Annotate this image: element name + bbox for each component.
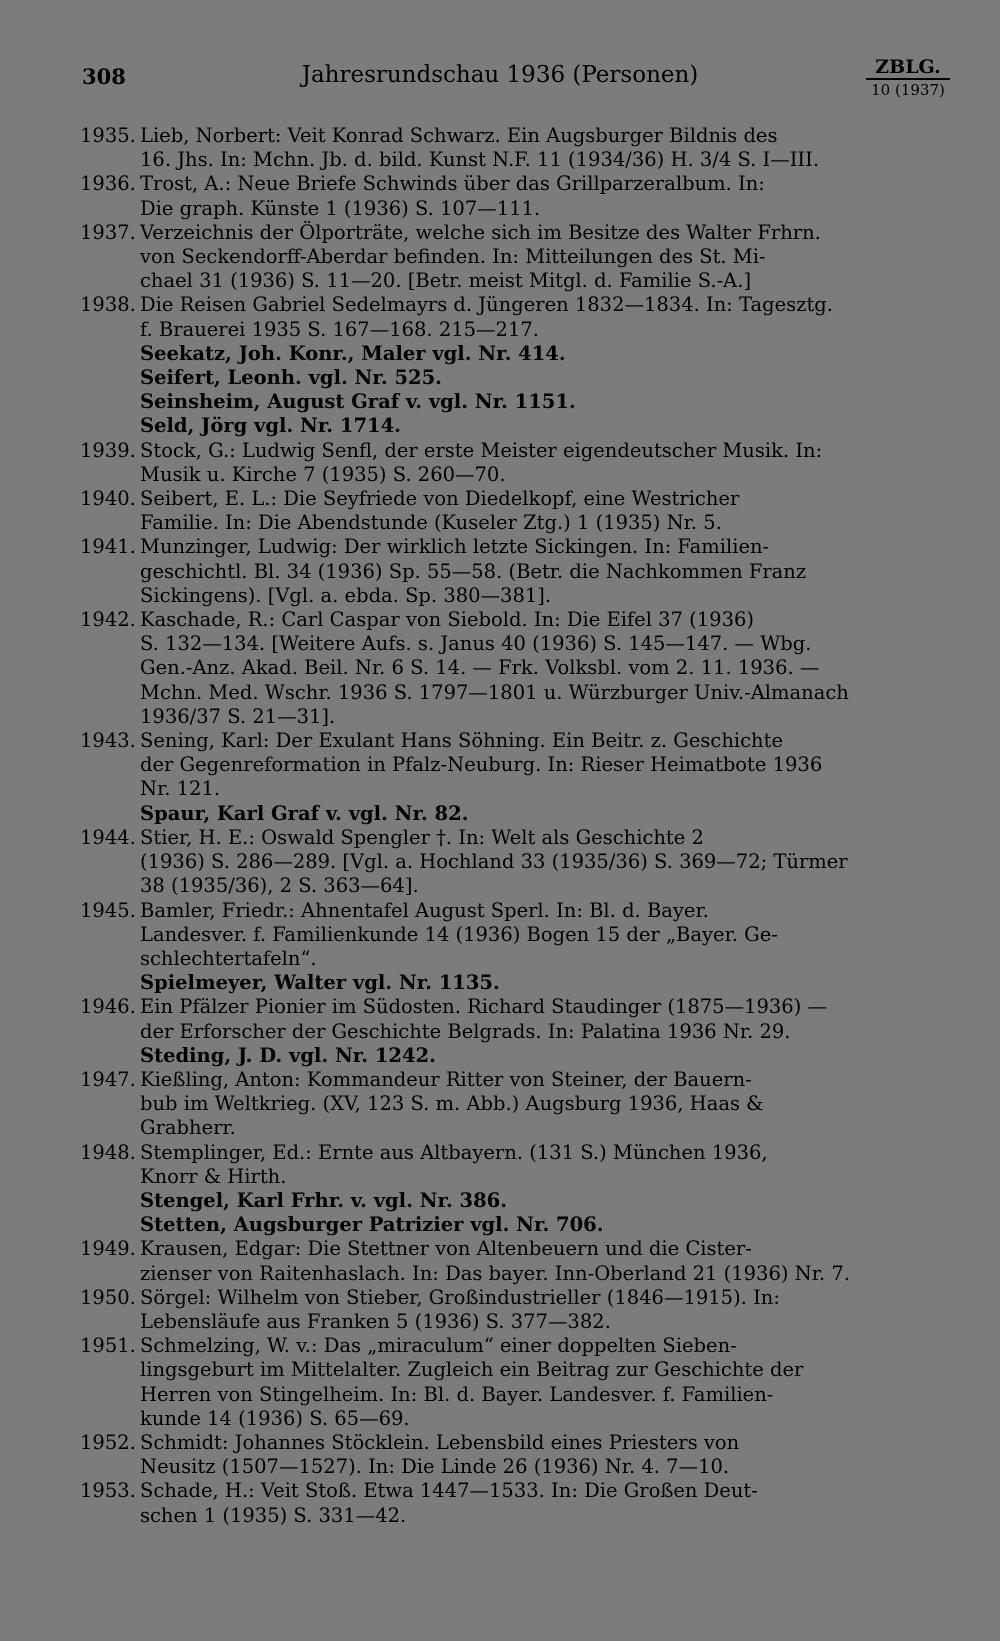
entry-number: 1935.: [80, 124, 136, 147]
cross-reference-entry: [80, 1044, 952, 1068]
entry-number: 1951.: [80, 1334, 136, 1358]
entry-text: Spaur, Karl Graf v. vgl. Nr. 82.: [140, 801, 469, 825]
cross-reference-entry: [80, 390, 952, 414]
entry-text: Stengel, Karl Frhr. v. vgl. Nr. 386.: [140, 1188, 508, 1212]
page-number: 308: [82, 64, 126, 89]
bibliography-list: [80, 124, 952, 1528]
entry-text: Schmidt: Johannes Stöcklein. Lebensbild eines Priesters von Neusitz (1507—1527). In: Die Linde 26 (1936) Nr. 4. 7—10.: [140, 1430, 740, 1479]
cross-reference-entry: [80, 414, 952, 438]
page-header: [0, 56, 1000, 106]
cross-reference-entry: [80, 366, 952, 390]
entry-text: Schmelzing, W. v.: Das „miraculum“ einer doppelten Sieben- lingsgeburt im Mittelalter. Zugleich ein Beitrag zur Geschichte der Herren von Stingelheim. In: Bl. d. Bayer. Landesver. f. Familien- kunde 14 (1936) S. 65—69.: [140, 1334, 804, 1430]
journal-volume: 10 (1937): [871, 81, 945, 99]
entry-text: Bamler, Friedr.: Ahnentafel August Sperl. In: Bl. d. Bayer. Landesver. f. Familienkunde 14 (1936) Bogen 15 der „Bayer. Ge- schlechtertafeln“.: [140, 898, 778, 970]
bibliography-entry: [80, 899, 952, 972]
entry-number: 1937.: [80, 220, 136, 244]
bibliography-entry: [80, 995, 952, 1043]
entry-number: 1946.: [80, 995, 136, 1019]
bibliography-entry: [80, 729, 952, 802]
cross-reference-entry: [80, 802, 952, 826]
entry-number: 1938.: [80, 293, 136, 317]
entry-number: 1940.: [80, 487, 136, 511]
bibliography-entry: [80, 124, 952, 172]
bibliography-entry: [80, 293, 952, 341]
bibliography-entry: [80, 535, 952, 608]
entry-text: Trost, A.: Neue Briefe Schwinds über das Grillparzeralbum. In: Die graph. Künste 1 (1936) S. 107—111.: [140, 172, 765, 220]
entry-text: Sörgel: Wilhelm von Stieber, Großindustrieller (1846—1915). In: Lebensläufe aus Franken 5 (1936) S. 377—382.: [140, 1285, 780, 1333]
bibliography-entry: [80, 221, 952, 294]
bibliography-entry: [80, 1334, 952, 1431]
entry-number: 1939.: [80, 438, 136, 462]
entry-number: 1942.: [80, 608, 136, 632]
entry-number: 1949.: [80, 1237, 136, 1261]
entry-number: 1945.: [80, 898, 136, 922]
entry-text: Seekatz, Joh. Konr., Maler vgl. Nr. 414.: [140, 341, 566, 365]
bibliography-entry: [80, 1237, 952, 1285]
cross-reference-entry: [80, 1213, 952, 1237]
bibliography-entry: [80, 487, 952, 535]
bibliography-entry: [80, 826, 952, 899]
entry-text: Seibert, E. L.: Die Seyfriede von Diedelkopf, eine Westricher Familie. In: Die Abendstunde (Kuseler Ztg.) 1 (1935) Nr. 5.: [140, 487, 740, 535]
cross-reference-entry: [80, 971, 952, 995]
entry-text: Stier, H. E.: Oswald Spengler †. In: Welt als Geschichte 2 (1936) S. 286—289. [Vgl. a. Hochland 33 (1935/36) S. 369—72; Türmer 38 (1935/36), 2 S. 363—64].: [140, 825, 848, 898]
entry-text: Seinsheim, August Graf v. vgl. Nr. 1151.: [140, 390, 576, 414]
entry-number: 1941.: [80, 535, 136, 559]
bibliography-entry: [80, 1431, 952, 1479]
entry-text: Seld, Jörg vgl. Nr. 1714.: [140, 414, 401, 438]
entry-text: Steding, J. D. vgl. Nr. 1242.: [140, 1043, 436, 1067]
entry-text: Spielmeyer, Walter vgl. Nr. 1135.: [140, 971, 500, 995]
entry-text: Lieb, Norbert: Veit Konrad Schwarz. Ein Augsburger Bildnis des 16. Jhs. In: Mchn. Jb. d. bild. Kunst N.F. 11 (1934/36) H. 3/4 S. I—III.: [140, 124, 820, 172]
journal-reference: [866, 56, 950, 100]
entry-text: Sening, Karl: Der Exulant Hans Söhning. Ein Beitr. z. Geschichte der Gegenreformation in Pfalz-Neuburg. In: Rieser Heimatbote 1936 Nr. 121.: [140, 729, 823, 801]
entry-text: Munzinger, Ludwig: Der wirklich letzte Sickingen. In: Familien- geschichtl. Bl. 34 (1936) Sp. 55—58. (Betr. die Nachkommen Franz Sickingens). [Vgl. a. ebda. Sp. 380—381].: [140, 535, 807, 607]
entry-number: 1943.: [80, 729, 136, 753]
entry-number: 1936.: [80, 172, 136, 196]
entry-text: Kießling, Anton: Kommandeur Ritter von Steiner, der Bauern- bub im Weltkrieg. (XV, 123 S. m. Abb.) Augsburg 1936, Haas & Grabherr.: [140, 1067, 764, 1140]
entry-text: Seifert, Leonh. vgl. Nr. 525.: [140, 366, 442, 390]
entry-text: Stetten, Augsburger Patrizier vgl. Nr. 706.: [140, 1213, 604, 1237]
bibliography-entry: [80, 1479, 952, 1527]
bibliography-entry: [80, 1286, 952, 1334]
entry-number: 1952.: [80, 1430, 136, 1454]
entry-number: 1950.: [80, 1285, 136, 1309]
bibliography-entry: [80, 172, 952, 220]
entry-text: Krausen, Edgar: Die Stettner von Altenbeuern und die Cister- zienser von Raitenhaslach. In: Das bayer. Inn-Oberland 21 (1936) Nr. 7.: [140, 1237, 850, 1285]
bibliography-entry: [80, 1068, 952, 1141]
entry-text: Schade, H.: Veit Stoß. Etwa 1447—1533. In: Die Großen Deut- schen 1 (1935) S. 331—42.: [140, 1479, 758, 1527]
running-title: Jahresrundschau 1936 (Personen): [301, 62, 699, 88]
entry-number: 1953.: [80, 1479, 136, 1503]
cross-reference-entry: [80, 1189, 952, 1213]
entry-text: Verzeichnis der Ölporträte, welche sich im Besitze des Walter Frhrn. von Seckendorff-Aberdar befinden. In: Mitteilungen des St. Mi- chael 31 (1936) S. 11—20. [Betr. meist Mitgl. d. Familie S.-A.]: [140, 220, 821, 293]
journal-abbreviation: ZBLG.: [866, 56, 950, 80]
entry-text: Stock, G.: Ludwig Senfl, der erste Meister eigendeutscher Musik. In: Musik u. Kirche 7 (1935) S. 260—70.: [140, 438, 823, 486]
bibliography-entry: [80, 1141, 952, 1189]
entry-text: Die Reisen Gabriel Sedelmayrs d. Jüngeren 1832—1834. In: Tagesztg. f. Brauerei 1935 S. 167—168. 215—217.: [140, 293, 833, 341]
entry-number: 1948.: [80, 1140, 136, 1164]
entry-text: Ein Pfälzer Pionier im Südosten. Richard Staudinger (1875—1936) — der Erforscher der Geschichte Belgrads. In: Palatina 1936 Nr. 29.: [140, 995, 828, 1043]
entry-number: 1947.: [80, 1067, 136, 1091]
entry-text: Kaschade, R.: Carl Caspar von Siebold. In: Die Eifel 37 (1936) S. 132—134. [Weitere Aufs. s. Janus 40 (1936) S. 145—147. — Wbg. Gen.-Anz. Akad. Beil. Nr. 6 S. 14. — Frk. Volksbl. vom 2. 11. 1936. — Mchn. Med. Wschr. 1936 S. 1797—1801 u. Würzburger Univ.-Almanach 1936/37 S. 21—31].: [140, 608, 849, 728]
entry-number: 1944.: [80, 825, 136, 849]
cross-reference-entry: [80, 342, 952, 366]
bibliography-entry: [80, 608, 952, 729]
entry-text: Stemplinger, Ed.: Ernte aus Altbayern. (131 S.) München 1936, Knorr & Hirth.: [140, 1140, 768, 1188]
bibliography-entry: [80, 439, 952, 487]
